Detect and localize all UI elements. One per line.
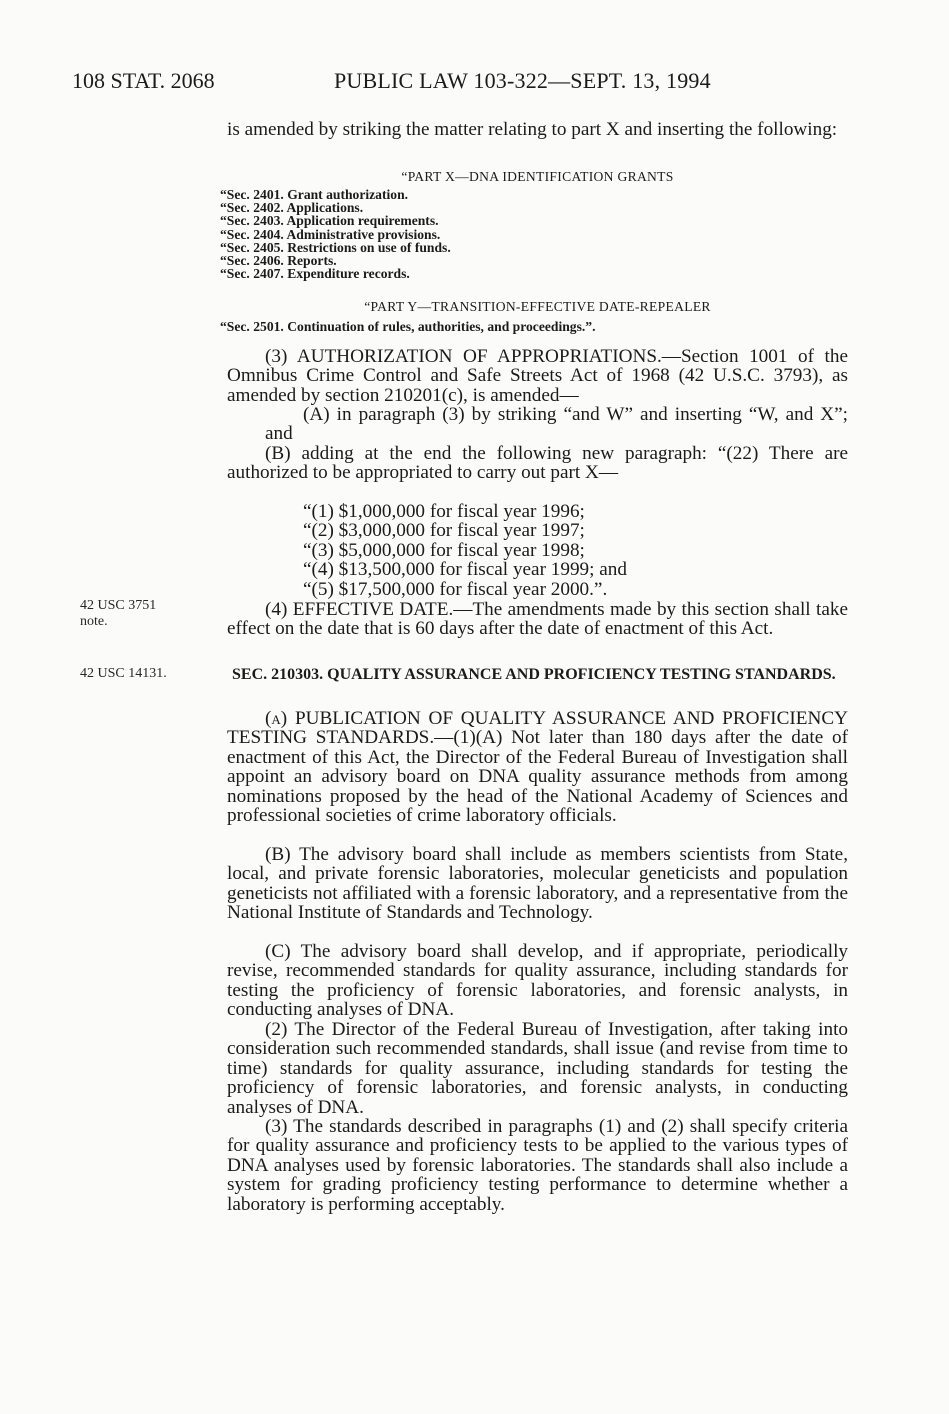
paragraph-a-text: —(1)(A) Not later than 180 days after the date of enactment of this Act, the Director of the Federal Bureau of Investigation shall appoint an advisory board on DNA quality assurance methods from among nominations proposed by the head of the National Academy of Sciences and professional societies of crime laboratory officials. (227, 727, 848, 827)
effective-text: —The amendments made by this section shall take effect on the date that is 60 days after the date of enactment of this Act. (227, 599, 848, 640)
authorization-a (265, 405, 848, 444)
list-item: “(2) $3,000,000 for fiscal year 1997; (303, 520, 585, 542)
paragraph-b: (B) The advisory board shall include as members scientists from State, local, and private forensic laboratories, molecular geneticists and population geneticists not affiliated with a forensic laboratory, and a representative from the National Institute of Standards and Technology. (227, 844, 848, 924)
effective-label: (4) EFFECTIVE DATE. (265, 599, 454, 620)
effective-date-paragraph (227, 600, 848, 639)
authorization-text: —Section 1001 of the Omnibus Crime Control and Safe Streets Act of 1968 (42 U.S.C. 3793), as amended by section 210201(c), is amended— (227, 346, 849, 406)
list-item: “(1) $1,000,000 for fiscal year 1996; (303, 501, 585, 522)
list-item: “Sec. 2401. Grant authorization. (220, 187, 409, 202)
paragraph-c: (C) The advisory board shall develop, and if appropriate, periodically revise, recommended standards for quality assurance, including standards for testing the proficiency of forensic laboratories, and forensic analysts, in conducting analyses of DNA. (227, 941, 848, 1021)
page-number: 108 STAT. 2068 (72, 68, 215, 93)
section-heading (232, 666, 848, 684)
list-item: “Sec. 2406. Reports. (220, 253, 337, 269)
authorization-paragraph (227, 347, 848, 405)
paragraph-2: (2) The Director of the Federal Bureau of Investigation, after taking into consideration such recommended standards, shall issue (and revise from time to time) standards for quality assurance, including standards for testing the proficiency of forensic laboratories, and forensic analysts, in conducting analyses of DNA. (227, 1019, 848, 1118)
list-item: “(5) $17,500,000 for fiscal year 2000.”. (303, 578, 608, 600)
intro-paragraph: is amended by striking the matter relating to part X and inserting the following: (227, 119, 838, 140)
list-item: “Sec. 2405. Restrictions on use of funds. (220, 239, 451, 255)
authorization-label: (3) AUTHORIZATION OF APPROPRIATIONS. (265, 346, 662, 367)
list-item: “Sec. 2403. Application requirements. (220, 213, 439, 229)
part-y-item: “Sec. 2501. Continuation of rules, authorities, and proceedings.”. (220, 319, 596, 334)
paragraph-a-label: (a) PUBLICATION OF QUALITY ASSURANCE AND PROFICIENCY TESTING STANDARDS. (227, 708, 848, 749)
list-item: “Sec. 2404. Administrative provisions. (220, 226, 441, 242)
list-item: “Sec. 2407. Expenditure records. (220, 266, 410, 282)
running-title: PUBLIC LAW 103-322—SEPT. 13, 1994 (334, 68, 711, 93)
authorization-b (227, 444, 848, 483)
section-heading-text: SEC. 210303. QUALITY ASSURANCE AND PROFICIENCY TESTING STANDARDS. (232, 666, 836, 683)
paragraph-a (227, 709, 848, 825)
authorization-b-text: (B) adding at the end the following new paragraph: “(22) There are authorized to be appropriated to carry out part X— (227, 443, 848, 484)
amounts-list (303, 502, 848, 599)
margin-note-section: 42 USC 14131. (80, 666, 167, 681)
margin-note-effective (80, 598, 156, 630)
margin-note-line: note. (80, 614, 108, 629)
margin-note-line: 42 USC 3751 (80, 598, 157, 613)
list-item: “(3) $5,000,000 for fiscal year 1998; (303, 539, 585, 561)
list-item: “Sec. 2402. Applications. (220, 200, 364, 216)
part-y-heading: “PART Y—TRANSITION-EFFECTIVE DATE-REPEALER (364, 299, 711, 314)
part-x-list (220, 188, 841, 280)
list-item: “(4) $13,500,000 for fiscal year 1999; and (303, 559, 627, 581)
part-x-heading: “PART X—DNA IDENTIFICATION GRANTS (401, 169, 674, 184)
paragraph-3: (3) The standards described in paragraphs (1) and (2) shall specify criteria for quality assurance and proficiency tests to be applied to the various types of DNA analyses used by forensic laboratories. The standards shall also include a system for grading proficiency testing performance to determine whether a laboratory is performing acceptably. (227, 1116, 848, 1215)
authorization-a-text: (A) in paragraph (3) by striking “and W” and inserting “W, and X”; and (265, 404, 848, 445)
